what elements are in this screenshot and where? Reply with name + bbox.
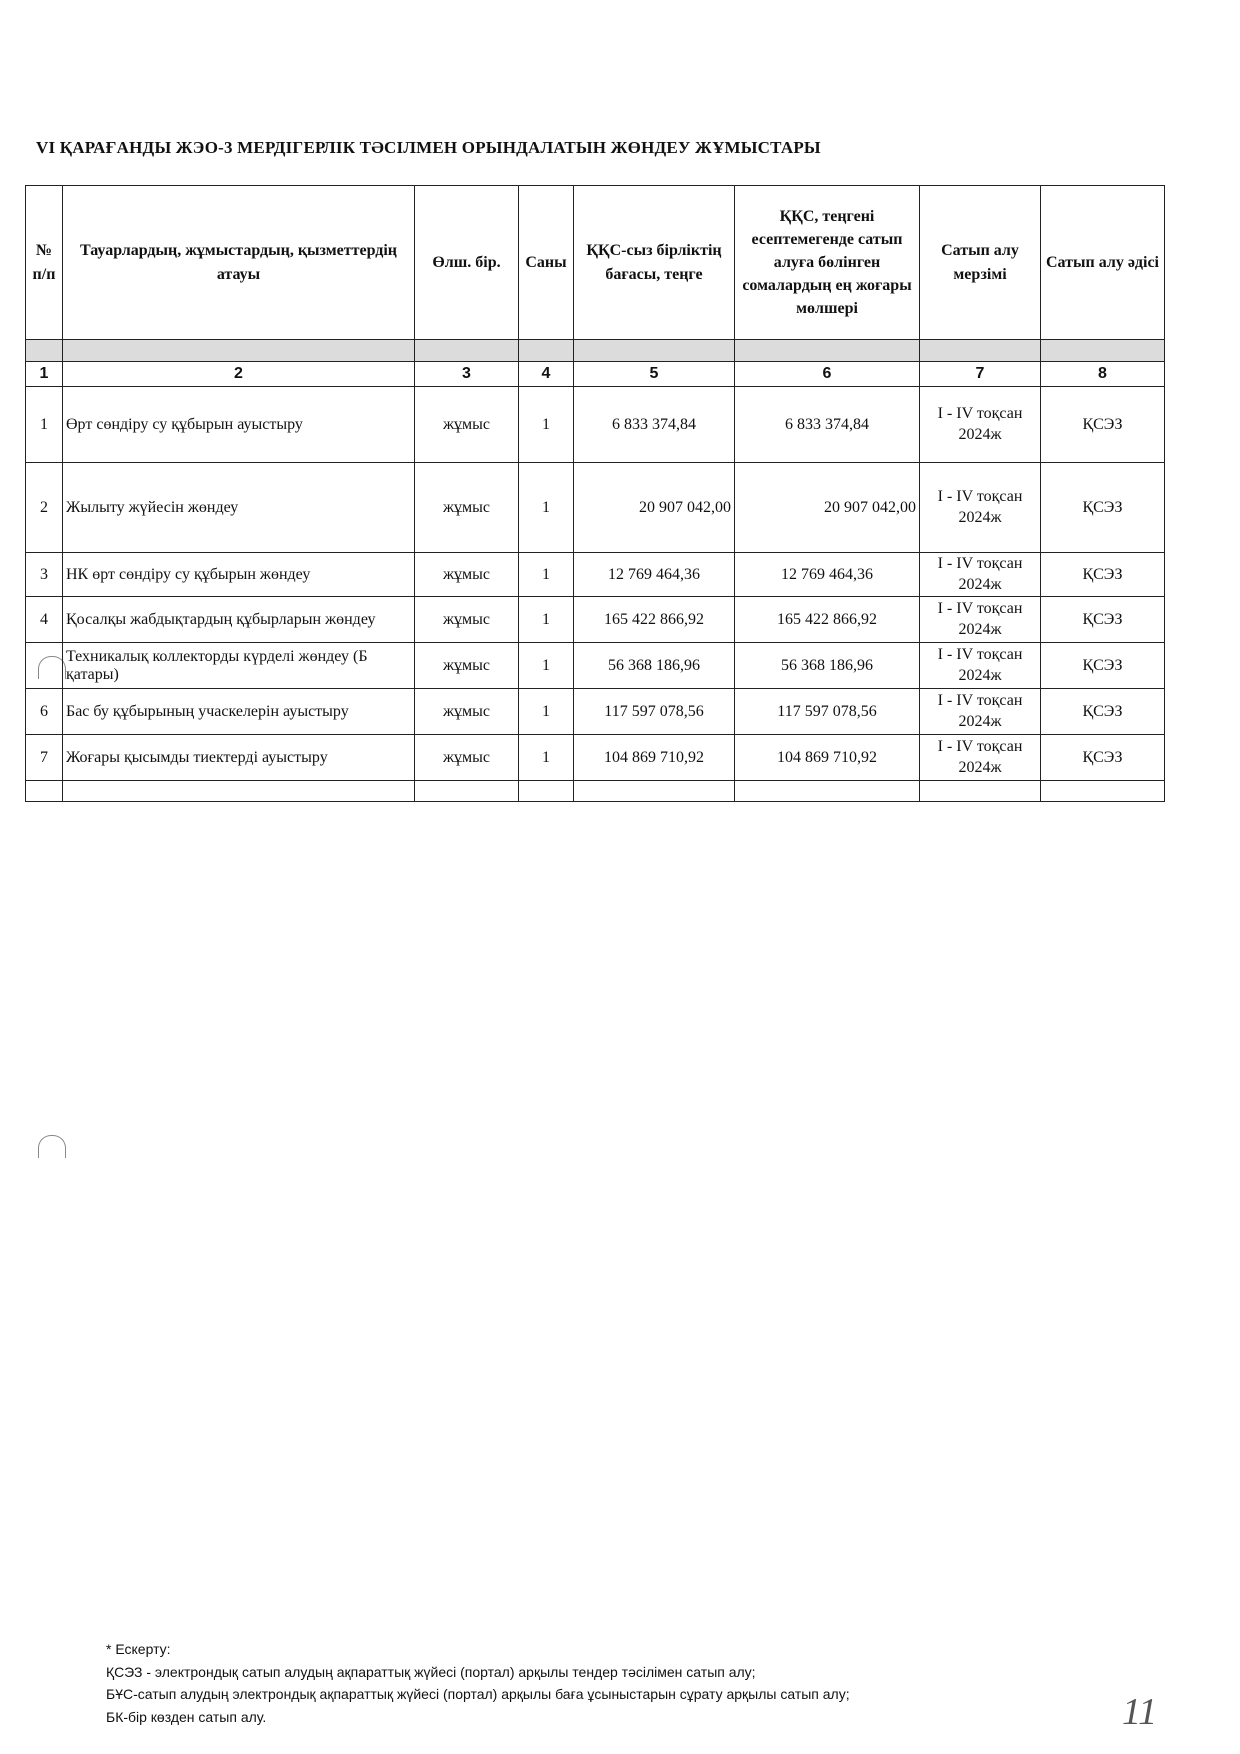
purchase-method: ҚСЭЗ [1041, 735, 1165, 781]
shaded-separator-row [26, 340, 1165, 362]
max-amount: 117 597 078,56 [735, 689, 920, 735]
row-number: 4 [26, 597, 63, 643]
column-number: 3 [415, 362, 519, 387]
purchase-period: I - IV тоқсан 2024ж [920, 553, 1041, 597]
purchase-method: ҚСЭЗ [1041, 689, 1165, 735]
unit-of-measure: жұмыс [415, 387, 519, 463]
table-row [26, 597, 1165, 643]
column-number: 4 [519, 362, 574, 387]
purchase-period: I - IV тоқсан 2024ж [920, 387, 1041, 463]
work-name: Қосалқы жабдықтардың құбырларын жөндеу [63, 597, 415, 643]
footnote-line: БК-бір көзден сатып алу. [106, 1709, 267, 1726]
quantity: 1 [519, 689, 574, 735]
work-name: Жоғары қысымды тиектерді ауыстыру [63, 735, 415, 781]
purchase-period: I - IV тоқсан 2024ж [920, 735, 1041, 781]
quantity: 1 [519, 735, 574, 781]
table-row [26, 643, 1165, 689]
unit-price: 104 869 710,92 [574, 735, 735, 781]
unit-price: 12 769 464,36 [574, 553, 735, 597]
quantity: 1 [519, 387, 574, 463]
header-row [26, 186, 1165, 340]
unit-of-measure: жұмыс [415, 735, 519, 781]
unit-of-measure: жұмыс [415, 643, 519, 689]
purchase-method: ҚСЭЗ [1041, 387, 1165, 463]
max-amount: 20 907 042,00 [735, 463, 920, 553]
max-amount: 12 769 464,36 [735, 553, 920, 597]
header-name: Тауарлардың, жұмыстардың, қызметтердің атауы [63, 186, 415, 340]
table-row [26, 387, 1165, 463]
purchase-period: I - IV тоқсан 2024ж [920, 463, 1041, 553]
unit-price: 165 422 866,92 [574, 597, 735, 643]
max-amount: 165 422 866,92 [735, 597, 920, 643]
purchase-method: ҚСЭЗ [1041, 597, 1165, 643]
header-unit: Өлш. бір. [415, 186, 519, 340]
quantity: 1 [519, 597, 574, 643]
purchase-method: ҚСЭЗ [1041, 643, 1165, 689]
row-number: 1 [26, 387, 63, 463]
work-name: НК өрт сөндіру су құбырын жөндеу [63, 553, 415, 597]
work-name: Өрт сөндіру су құбырын ауыстыру [63, 387, 415, 463]
quantity: 1 [519, 553, 574, 597]
column-number: 7 [920, 362, 1041, 387]
section-title: VI ҚАРАҒАНДЫ ЖЭО-3 МЕРДІГЕРЛІК ТӘСІЛМЕН ОРЫНДАЛАТЫН ЖӨНДЕУ ЖҰМЫСТАРЫ [36, 138, 821, 157]
column-number: 1 [26, 362, 63, 387]
unit-price: 117 597 078,56 [574, 689, 735, 735]
unit-of-measure: жұмыс [415, 553, 519, 597]
max-amount: 6 833 374,84 [735, 387, 920, 463]
purchase-period: I - IV тоқсан 2024ж [920, 643, 1041, 689]
row-number: 3 [26, 553, 63, 597]
quantity: 1 [519, 463, 574, 553]
max-amount: 104 869 710,92 [735, 735, 920, 781]
punch-hole-mark-bottom [38, 1135, 66, 1158]
footnote [106, 1638, 850, 1729]
footnote-heading: * Ескерту: [106, 1641, 171, 1657]
empty-row [26, 781, 1165, 802]
unit-of-measure: жұмыс [415, 597, 519, 643]
row-number: 2 [26, 463, 63, 553]
work-name: Техникалық коллекторды күрделі жөндеу (Б қатары) [63, 643, 415, 689]
column-number: 8 [1041, 362, 1165, 387]
unit-price: 20 907 042,00 [574, 463, 735, 553]
max-amount: 56 368 186,96 [735, 643, 920, 689]
row-number: 7 [26, 735, 63, 781]
table-row [26, 463, 1165, 553]
header-amount: ҚҚС, теңгені есептемегенде сатып алуға бөлінген сомалардың ең жоғары мөлшері [735, 186, 920, 340]
purchase-period: I - IV тоқсан 2024ж [920, 597, 1041, 643]
header-method: Сатып алу әдісі [1041, 186, 1165, 340]
column-number: 6 [735, 362, 920, 387]
column-number: 5 [574, 362, 735, 387]
unit-of-measure: жұмыс [415, 689, 519, 735]
column-number: 2 [63, 362, 415, 387]
page-number: 11 [1122, 1691, 1158, 1733]
work-name: Жылыту жүйесін жөндеу [63, 463, 415, 553]
header-no: № п/п [26, 186, 63, 340]
work-name: Бас бу құбырының учаскелерін ауыстыру [63, 689, 415, 735]
quantity: 1 [519, 643, 574, 689]
unit-price: 56 368 186,96 [574, 643, 735, 689]
row-number: 6 [26, 689, 63, 735]
table-row [26, 553, 1165, 597]
row-number [26, 643, 63, 689]
header-period: Сатып алу мерзімі [920, 186, 1041, 340]
footnote-line: БҰС-сатып алудың электрондық ақпараттық жүйесі (портал) арқылы баға ұсыныстарын сұрату арқылы сатып алу; [106, 1686, 850, 1703]
table-row [26, 689, 1165, 735]
purchase-method: ҚСЭЗ [1041, 553, 1165, 597]
column-number-row [26, 362, 1165, 387]
purchase-method: ҚСЭЗ [1041, 463, 1165, 553]
header-qty: Саны [519, 186, 574, 340]
unit-of-measure: жұмыс [415, 463, 519, 553]
footnote-line: ҚСЭЗ - электрондық сатып алудың ақпараттық жүйесі (портал) арқылы тендер тәсілімен сатып алу; [106, 1663, 756, 1680]
purchase-period: I - IV тоқсан 2024ж [920, 689, 1041, 735]
header-price: ҚҚС-сыз бірліктің бағасы, теңге [574, 186, 735, 340]
repair-works-table [25, 185, 1165, 802]
unit-price: 6 833 374,84 [574, 387, 735, 463]
table-row [26, 735, 1165, 781]
